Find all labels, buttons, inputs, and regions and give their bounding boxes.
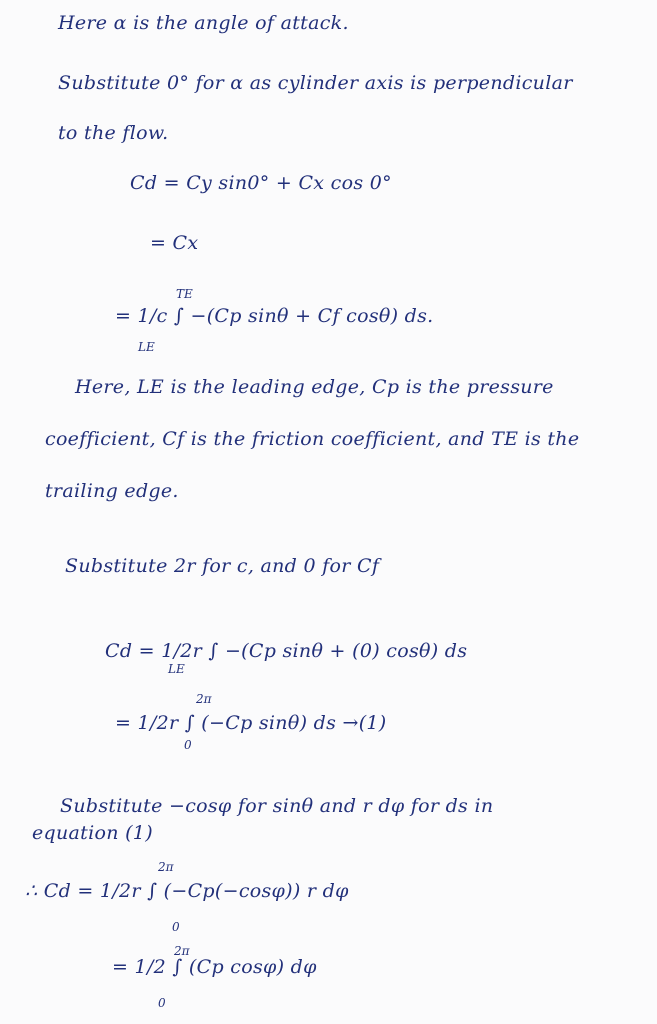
line-to-the-flow: to the flow. [58, 122, 169, 144]
equation-one: = 1/2r ∫ (−Cp sinθ) ds →(1) [115, 712, 387, 734]
limit-lower-zero-b: 0 [172, 920, 180, 934]
line-coefficient-definition: coefficient, Cf is the friction coefficient, and TE is the [45, 428, 580, 450]
equation-cd-with-2r: Cd = 1/2r ∫ −(Cp sinθ + (0) cosθ) ds [105, 640, 468, 662]
limit-lower-zero: 0 [184, 738, 192, 752]
limit-lower-zero-c: 0 [158, 996, 166, 1010]
limit-upper-te: TE [176, 287, 193, 301]
equation-cd-final: = 1/2 ∫ (Cp cosφ) dφ [112, 956, 317, 978]
limit-upper-2pi-c: 2π [174, 944, 190, 958]
limit-upper-2pi-b: 2π [158, 860, 174, 874]
line-substitute-2r: Substitute 2r for c, and 0 for Cf [65, 555, 380, 577]
line-substitute-cosphi: Substitute −cosφ for sinθ and r dφ for ds in [60, 795, 494, 817]
line-angle-of-attack: Here α is the angle of attack. [58, 12, 349, 34]
limit-lower-le-2: LE [168, 662, 185, 676]
equation-cd-equals-cx: = Cx [150, 232, 199, 254]
equation-integral-pressure-friction: = 1/c ∫ −(Cp sinθ + Cf cosθ) ds. [115, 305, 434, 327]
equation-cd-definition: Cd = Cy sin0° + Cx cos 0° [130, 172, 392, 194]
limit-lower-le: LE [138, 340, 155, 354]
equation-cd-substituted: ∴ Cd = 1/2r ∫ (−Cp(−cosφ)) r dφ [25, 880, 349, 902]
line-trailing-edge: trailing edge. [45, 480, 179, 502]
line-substitute-zero: Substitute 0° for α as cylinder axis is perpendicular [58, 72, 573, 94]
line-le-definition: Here, LE is the leading edge, Cp is the pressure [75, 376, 554, 398]
line-equation-one-ref: equation (1) [32, 822, 153, 844]
limit-upper-2pi: 2π [196, 692, 212, 706]
